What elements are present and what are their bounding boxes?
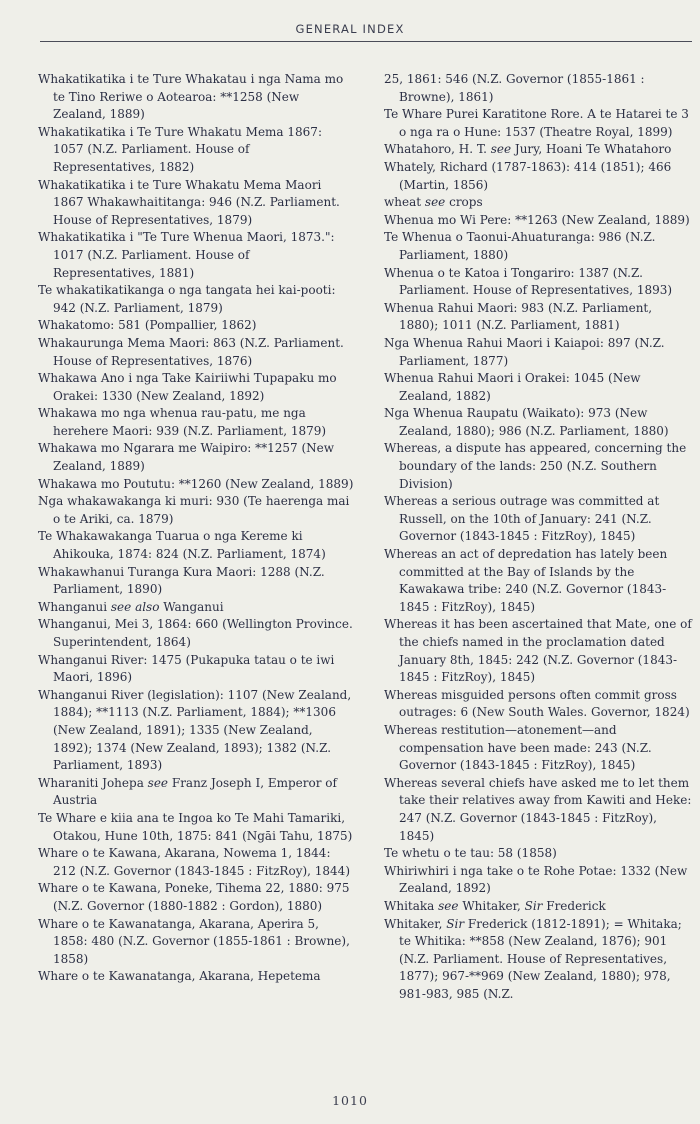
index-entry: Te whakatikatikanga o nga tangata hei kai-pooti: 942 (N.Z. Parliament, 1879) <box>38 283 336 315</box>
index-entry: Whakawhanui Turanga Kura Maori: 1288 (N.Z. Parliament, 1890) <box>38 564 325 597</box>
index-entry: Whakawa mo Ngarara me Waipiro: **1257 (New Zealand, 1889) <box>38 441 335 474</box>
index-entry: Whereas it has been ascertained that Mate, one of the chiefs named in the proclamation dated January 8th, 1845: 242 (N.Z. Governor (1843-1845 : FitzRoy), 1845) <box>384 617 692 685</box>
index-entry: Te Whare e kiia ana te Ingoa ko Te Mahi Tamariki, Otakou, Hune 10th, 1875: 841 (Ngāi Tahu, 1875) <box>38 810 353 843</box>
index-entry: Whakaurunga Mema Maori: 863 (N.Z. Parliament. House of Representatives, 1876) <box>38 335 344 368</box>
index-entry: Whereas restitution—atonement—and compensation have been made: 243 (N.Z. Governor (1843-1845 : FitzRoy), 1845) <box>384 722 652 773</box>
index-entry: Whanganui River (legislation): 1107 (New Zealand, 1884); **1113 (N.Z. Parliament, 1884); **1306 (New Zealand, 1891); 1335 (New Zealand, 1892); 1374 (New Zealand, 1893); 1382 (N.Z. Parliament, 1893) <box>38 687 352 773</box>
index-entry: Whereas several chiefs have asked me to let them take their relatives away from Kawiti and Heke: 247 (N.Z. Governor (1843-1845 : FitzRoy), 1845) <box>384 775 692 843</box>
index-entry: Whitaka see Whitaker, Sir Frederick <box>384 898 606 913</box>
index-entry: Whakatikatika i Te Ture Whakatu Mema 1867: 1057 (N.Z. Parliament. House of Representatives, 1882) <box>38 124 322 174</box>
index-entry: wheat see crops <box>384 195 483 210</box>
index-entry: Whereas a serious outrage was committed at Russell, on the 10th of January: 241 (N.Z. Governor (1843-1845 : FitzRoy), 1845) <box>384 494 660 544</box>
index-entry: Whakatikatika i te Ture Whakatau i nga Nama mo te Tino Reriwe o Aotearoa: **1258 (New Zealand, 1889) <box>38 72 344 122</box>
index-entry: Whereas, a dispute has appeared, concerning the boundary of the lands: 250 (N.Z. Southern Division) <box>384 441 687 491</box>
index-entry: Whenua mo Wi Pere: **1263 (New Zealand, 1889) <box>384 212 690 227</box>
page-number: 1010 <box>332 1093 368 1108</box>
index-entry: Nga Whenua Raupatu (Waikato): 973 (New Zealand, 1880); 986 (N.Z. Parliament, 1880) <box>384 406 669 438</box>
index-entry: Whare o te Kawanatanga, Akarana, Aperira 5, 1858: 480 (N.Z. Governor (1855-1861 : Browne), 1858) <box>38 916 350 966</box>
index-entry: Whare o te Kawanatanga, Akarana, Hepetema <box>38 969 321 984</box>
index-entry: Whitaker, Sir Frederick (1812-1891); = Whitaka; te Whitika: **858 (New Zealand, 1876); 901 (N.Z. Parliament. House of Representatives, 1877); 967-**969 (New Zealand, 1880); 978, 981-983, 985 (N.Z. <box>384 916 682 1001</box>
index-entry: Whereas an act of depredation has lately been committed at the Bay of Islands by the Kawakawa tribe: 240 (N.Z. Governor (1843-1845 : FitzRoy), 1845) <box>384 547 668 614</box>
page-header: GENERAL INDEX <box>295 22 405 36</box>
index-entry: Nga whakawakanga ki muri: 930 (Te haerenga mai o te Ariki, ca. 1879) <box>38 494 350 526</box>
index-entry: Whakatomo: 581 (Pompallier, 1862) <box>38 318 257 333</box>
index-entry: Whatahoro, H. T. see Jury, Hoani Te Whatahoro <box>384 142 672 157</box>
index-entry: Whenua Rahui Maori i Orakei: 1045 (New Zealand, 1882) <box>384 371 641 403</box>
index-entry: Te Whare Purei Karatitone Rore. A te Hatarei te 3 o nga ra o Hune: 1537 (Theatre Royal, 1899) <box>384 107 689 139</box>
index-entry: Whenua Rahui Maori: 983 (N.Z. Parliament, 1880); 1011 (N.Z. Parliament, 1881) <box>384 300 653 333</box>
index-entry: Whare o te Kawana, Akarana, Nowema 1, 1844: 212 (N.Z. Governor (1843-1845 : FitzRoy), 1844) <box>38 846 350 878</box>
left-index-column <box>38 71 354 986</box>
index-entry: Whanganui see also Wanganui <box>38 599 224 614</box>
index-entry: Whately, Richard (1787-1863): 414 (1851); 466 (Martin, 1856) <box>384 159 672 192</box>
index-entry: Whakatikatika i te Ture Whakatu Mema Maori 1867 Whakawhaititanga: 946 (N.Z. Parliament. House of Representatives, 1879) <box>38 177 340 227</box>
header-rule <box>40 41 692 42</box>
index-entry: Whakawa mo nga whenua rau-patu, me nga herehere Maori: 939 (N.Z. Parliament, 1879) <box>38 406 327 438</box>
index-entry: Whiriwhiri i nga take o te Rohe Potae: 1332 (New Zealand, 1892) <box>384 863 688 896</box>
index-entry: Whakawa mo Poututu: **1260 (New Zealand, 1889) <box>38 476 354 491</box>
index-entry: Whakawa Ano i nga Take Kairiiwhi Tupapaku mo Orakei: 1330 (New Zealand, 1892) <box>38 371 337 403</box>
index-entry: Whakatikatika i "Te Ture Whenua Maori, 1873.": 1017 (N.Z. Parliament. House of Representatives, 1881) <box>38 230 335 280</box>
index-entry: Whanganui River: 1475 (Pukapuka tatau o te iwi Maori, 1896) <box>38 652 335 685</box>
index-entry: Te whetu o te tau: 58 (1858) <box>384 846 557 861</box>
index-entry: Wharaniti Johepa see Franz Joseph I, Emperor of Austria <box>38 775 337 808</box>
index-entry: Whereas misguided persons often commit gross outrages: 6 (New South Wales. Governor, 1824) <box>384 687 690 720</box>
index-entry: Whenua o te Katoa i Tongariro: 1387 (N.Z. Parliament. House of Representatives, 1893) <box>384 265 673 298</box>
index-entry: Te Whakawakanga Tuarua o nga Kereme ki Ahikouka, 1874: 824 (N.Z. Parliament, 1874) <box>38 529 326 562</box>
right-index-column <box>384 71 694 1003</box>
index-entry: Whare o te Kawana, Poneke, Tihema 22, 1880: 975 (N.Z. Governor (1880-1882 : Gordon), 1880) <box>38 881 350 913</box>
index-entry: Whanganui, Mei 3, 1864: 660 (Wellington Province. Superintendent, 1864) <box>38 617 353 649</box>
index-entry: Nga Whenua Rahui Maori i Kaiapoi: 897 (N.Z. Parliament, 1877) <box>384 335 665 368</box>
index-entry: 25, 1861: 546 (N.Z. Governor (1855-1861 : Browne), 1861) <box>384 72 645 104</box>
index-entry: Te Whenua o Taonui-Ahuaturanga: 986 (N.Z. Parliament, 1880) <box>384 230 656 262</box>
